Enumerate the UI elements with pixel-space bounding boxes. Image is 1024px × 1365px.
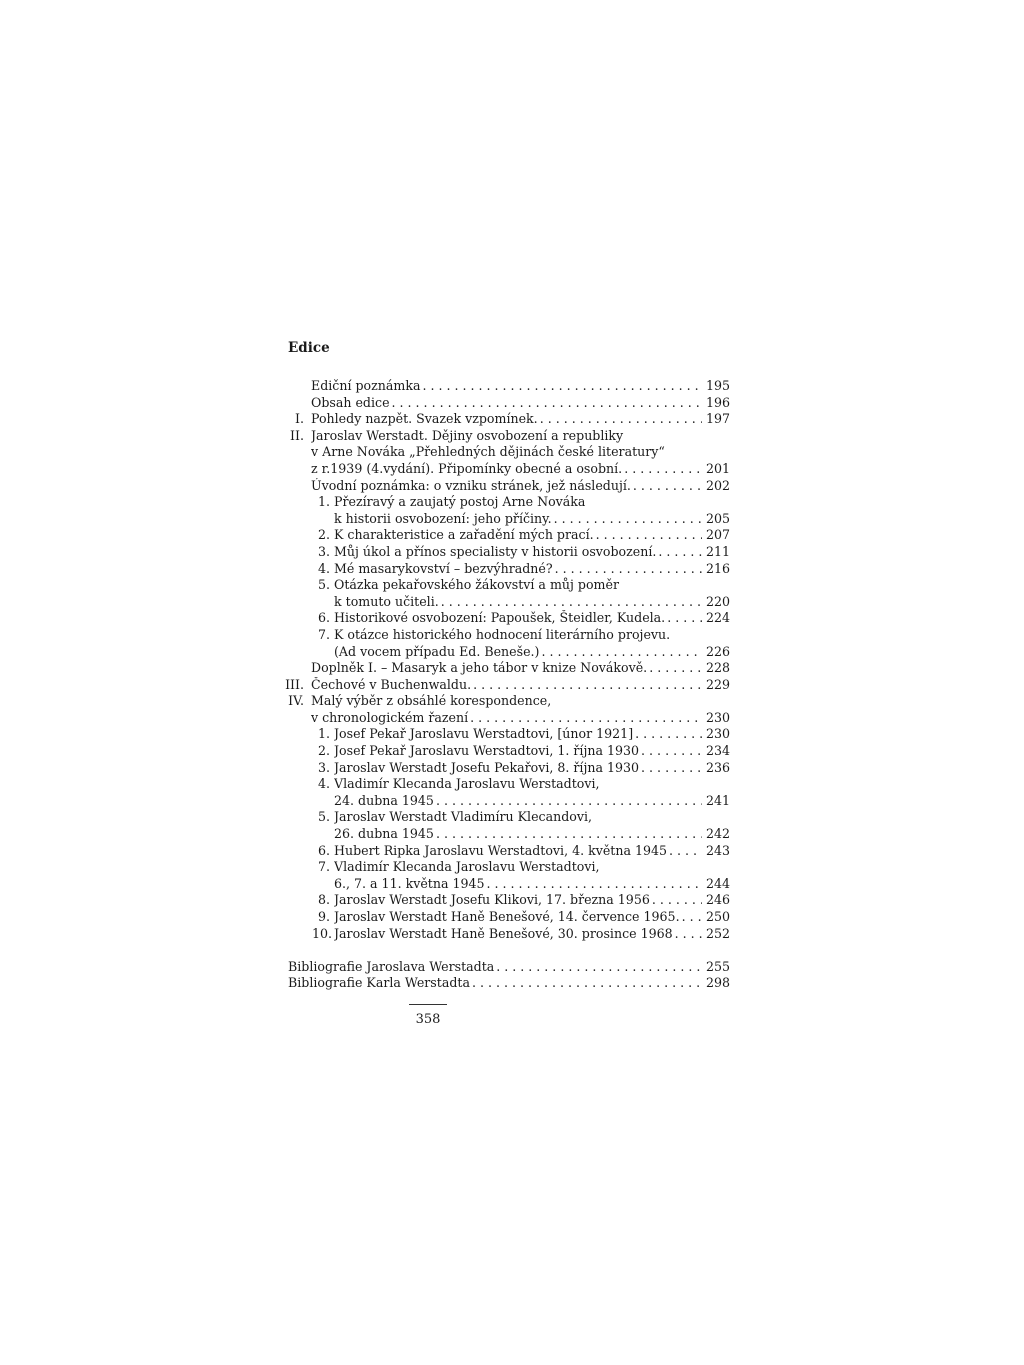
toc-entry-line <box>334 793 730 810</box>
toc-entry-page: 224 <box>705 610 730 626</box>
toc-entry-line <box>334 527 730 544</box>
toc-entry-line <box>334 760 730 777</box>
toc-entry-title: Josef Pekař Jaroslavu Werstadtovi, 1. října 1930 <box>334 743 640 759</box>
section-heading: Edice <box>288 340 330 356</box>
toc-entry-title: K charakteristice a zařadění mých prací. <box>334 527 594 543</box>
dot-leader <box>652 892 702 909</box>
dot-leader <box>392 395 702 412</box>
dot-leader <box>641 760 702 777</box>
table-of-contents <box>285 378 730 992</box>
toc-entry <box>288 494 730 511</box>
toc-entry <box>288 478 730 495</box>
toc-entry <box>288 859 730 876</box>
toc-entry-title: Jaroslav Werstadt. Dějiny osvobození a republiky <box>311 427 624 443</box>
toc-entry-title: Josef Pekař Jaroslavu Werstadtovi, [únor 1921] <box>334 726 634 742</box>
dot-leader <box>496 959 702 976</box>
toc-entry-line <box>334 494 730 511</box>
toc-entry-number: 6. <box>317 610 330 626</box>
toc-entry <box>288 561 730 578</box>
dot-leader <box>658 544 702 561</box>
toc-entry-title: z r.1939 (4.vydání). Připomínky obecné a osobní. <box>311 460 623 476</box>
toc-entry-title: Historikové osvobození: Papoušek, Šteidler, Kudela. <box>334 610 666 626</box>
dot-leader <box>635 726 702 743</box>
toc-entry-page: 226 <box>705 643 730 659</box>
toc-entry-line <box>334 561 730 578</box>
toc-entry-title: K otázce historického hodnocení literárního projevu. <box>334 626 671 642</box>
toc-entry-line <box>311 660 730 677</box>
toc-entry-page: 220 <box>705 593 730 609</box>
toc-entry-line <box>334 876 730 893</box>
toc-entry-title: Jaroslav Werstadt Haně Benešové, 14. července 1965. <box>334 909 680 924</box>
toc-entry <box>288 876 730 893</box>
toc-entry-line <box>311 461 730 478</box>
toc-entry <box>288 726 730 743</box>
toc-entry <box>285 676 730 694</box>
toc-entry <box>288 975 730 992</box>
toc-entry-title: Malý výběr z obsáhlé korespondence, <box>311 693 552 709</box>
toc-entry-number: 1. <box>317 494 330 510</box>
toc-entry-page: 298 <box>705 975 730 991</box>
toc-entry-line <box>311 693 730 710</box>
toc-entry <box>288 743 730 760</box>
toc-entry-line <box>334 776 730 793</box>
dot-leader <box>472 975 702 992</box>
toc-entry <box>288 809 730 826</box>
toc-entry-title: Jaroslav Werstadt Haně Benešové, 30. prosince 1968 <box>334 925 673 941</box>
dot-leader <box>436 793 702 810</box>
toc-entry-line <box>334 809 730 826</box>
toc-entry-line <box>334 859 730 876</box>
toc-entry-title: Vladimír Klecanda Jaroslavu Werstadtovi, <box>334 859 600 875</box>
toc-entry <box>288 826 730 843</box>
toc-entry-line <box>288 975 730 992</box>
toc-entry-line <box>311 444 730 461</box>
dot-leader <box>682 909 702 926</box>
toc-entry-page: 211 <box>705 543 730 559</box>
dot-leader <box>633 478 702 495</box>
toc-entry-page: 246 <box>705 892 730 908</box>
toc-entry-line <box>334 909 730 926</box>
toc-entry <box>288 395 730 412</box>
toc-entry-number: 8. <box>317 892 330 908</box>
toc-entry-page: 205 <box>705 510 730 526</box>
toc-entry-page: 195 <box>705 378 730 393</box>
toc-entry-title: Jaroslav Werstadt Josefu Pekařovi, 8. října 1930 <box>334 759 640 775</box>
toc-entry-number: 6. <box>317 842 330 858</box>
toc-entry-title: Přezíravý a zaujatý postoj Arne Nováka <box>334 494 586 510</box>
toc-entry-title: Obsah edice <box>311 394 390 410</box>
toc-entry-number: 1. <box>317 726 330 742</box>
toc-entry-title: Doplněk I. – Masaryk a jeho tábor v knize Novákově. <box>311 660 648 676</box>
toc-entry <box>288 461 730 478</box>
toc-entry <box>288 428 730 445</box>
toc-entry-number: 10. <box>312 925 333 941</box>
toc-entry-title: k historii osvobození: jeho příčiny. <box>334 510 552 526</box>
toc-entry-line <box>334 644 730 661</box>
toc-entry-page: 241 <box>705 792 730 808</box>
toc-entry-number: 2. <box>317 527 330 543</box>
toc-entry-line <box>334 743 730 760</box>
toc-entry-page: 207 <box>705 527 730 543</box>
toc-entry-title: Ediční poznámka <box>311 378 421 393</box>
toc-entry-page: 236 <box>705 759 730 775</box>
page-number: 358 <box>415 1012 441 1027</box>
toc-entry-line <box>334 843 730 860</box>
toc-entry <box>288 693 730 710</box>
toc-entry-title: Hubert Ripka Jaroslavu Werstadtovi, 4. května 1945 <box>334 842 668 858</box>
toc-entry-title: 24. dubna 1945 <box>334 792 434 808</box>
toc-entry-number: 7. <box>317 859 330 875</box>
dot-leader <box>436 826 702 843</box>
toc-page <box>285 338 730 992</box>
toc-entry-number: II. <box>290 427 304 443</box>
toc-entry-number: I. <box>295 411 304 427</box>
toc-entry <box>288 594 730 611</box>
dot-leader <box>669 843 702 860</box>
toc-entry-page: 250 <box>705 909 730 924</box>
toc-entry <box>288 527 730 544</box>
toc-entry-number: 2. <box>317 743 330 759</box>
toc-entry-number: 9. <box>317 909 330 924</box>
footer-rule <box>409 1004 447 1005</box>
dot-leader <box>541 644 702 661</box>
dot-leader <box>555 561 702 578</box>
dot-leader <box>667 610 702 627</box>
toc-entry-page: 197 <box>705 411 730 427</box>
toc-entry-title: Mé masarykovství – bezvýhradné? <box>334 560 553 576</box>
toc-entry <box>288 544 730 561</box>
toc-entry <box>288 959 730 976</box>
toc-entry-line <box>334 627 730 644</box>
dot-leader <box>540 411 702 428</box>
toc-entry-line <box>334 610 730 627</box>
toc-entry-page: 255 <box>705 958 730 974</box>
toc-entry-line <box>334 594 730 611</box>
toc-entry <box>288 776 730 793</box>
toc-entry-page: 228 <box>705 660 730 676</box>
toc-entry-title: Bibliografie Jaroslava Werstadta <box>288 958 495 974</box>
toc-entry <box>288 843 730 860</box>
toc-entry-line <box>311 428 730 445</box>
toc-entry-line <box>311 378 730 395</box>
toc-entry-page: 230 <box>705 726 730 742</box>
toc-entry <box>288 793 730 810</box>
toc-entry-line <box>311 710 730 727</box>
toc-entry <box>288 644 730 661</box>
toc-entry-title: Jaroslav Werstadt Josefu Klikovi, 17. března 1956 <box>334 892 650 908</box>
toc-entry <box>288 926 730 943</box>
toc-entry-page: 230 <box>705 709 730 725</box>
toc-entry <box>288 378 730 395</box>
toc-entry-page: 243 <box>705 842 730 858</box>
toc-entry-number: 4. <box>317 776 330 792</box>
toc-entry-line <box>334 826 730 843</box>
dot-leader <box>441 594 702 611</box>
toc-entry <box>288 909 730 926</box>
toc-entry <box>288 710 730 727</box>
toc-entry-number: III. <box>285 676 304 692</box>
dot-leader <box>624 461 702 478</box>
toc-entry-page: 202 <box>705 477 730 493</box>
toc-entry-page: 229 <box>705 676 730 692</box>
dot-leader <box>487 876 702 893</box>
toc-entry <box>288 610 730 627</box>
toc-entry-line <box>334 544 730 561</box>
toc-entry-title: v chronologickém řazení <box>311 709 469 725</box>
toc-entry-line <box>311 677 730 694</box>
toc-entry-line <box>334 892 730 909</box>
toc-entry-number: 7. <box>317 626 330 642</box>
toc-entry-line <box>334 726 730 743</box>
toc-entry-title: Pohledy nazpět. Svazek vzpomínek. <box>311 411 538 427</box>
toc-entry <box>288 660 730 677</box>
toc-entry <box>288 760 730 777</box>
toc-entry-page: 234 <box>705 743 730 759</box>
toc-entry-title: k tomuto učiteli. <box>334 593 439 609</box>
toc-entry-line <box>288 959 730 976</box>
toc-entry <box>288 411 730 428</box>
toc-entry-number: 3. <box>317 759 330 775</box>
toc-entry-number: 4. <box>317 560 330 576</box>
toc-entry-title: Bibliografie Karla Werstadta <box>288 975 470 991</box>
toc-entry-page: 196 <box>705 394 730 410</box>
toc-entry-page: 216 <box>705 560 730 576</box>
toc-entry-title: Můj úkol a přínos specialisty v historii osvobození. <box>334 543 657 559</box>
toc-entry <box>288 444 730 461</box>
toc-entry-line <box>311 395 730 412</box>
toc-entry-number: 5. <box>317 577 330 593</box>
toc-entry-title: 26. dubna 1945 <box>334 826 434 842</box>
toc-entry-title: Vladimír Klecanda Jaroslavu Werstadtovi, <box>334 776 600 792</box>
toc-entry-page: 201 <box>705 460 730 476</box>
toc-entry-line <box>334 926 730 943</box>
toc-entry-line <box>311 478 730 495</box>
toc-entry-title: Čechové v Buchenwaldu. <box>311 676 472 692</box>
dot-leader <box>470 710 702 727</box>
toc-entry-page: 244 <box>705 875 730 891</box>
dot-leader <box>422 378 701 395</box>
toc-entry <box>288 627 730 644</box>
toc-entry-title: Jaroslav Werstadt Vladimíru Klecandovi, <box>334 809 592 825</box>
dot-leader <box>596 527 702 544</box>
toc-entry-number: 5. <box>317 809 330 825</box>
dot-leader <box>675 926 702 943</box>
toc-entry-line <box>334 511 730 528</box>
dot-leader <box>649 660 702 677</box>
toc-entry-number: 3. <box>317 543 330 559</box>
toc-entry-line <box>311 411 730 428</box>
toc-entry-line <box>334 577 730 594</box>
toc-entry-title: (Ad vocem případu Ed. Beneše.) <box>334 643 540 659</box>
toc-entry-title: Úvodní poznámka: o vzniku stránek, jež následují. <box>311 477 631 493</box>
toc-entry-title: 6., 7. a 11. května 1945 <box>334 875 485 891</box>
dot-leader <box>641 743 702 760</box>
dot-leader <box>554 511 702 528</box>
toc-entry <box>288 511 730 528</box>
toc-entry <box>288 577 730 594</box>
dot-leader <box>473 677 702 694</box>
toc-entry-page: 242 <box>705 826 730 842</box>
toc-entry-number: IV. <box>288 693 304 709</box>
toc-entry-title: v Arne Nováka „Přehledných dějinách české literatury“ <box>311 444 665 460</box>
toc-entry-page: 252 <box>705 925 730 941</box>
toc-entry <box>288 892 730 909</box>
toc-entry-title: Otázka pekařovského žákovství a můj poměr <box>334 577 619 593</box>
